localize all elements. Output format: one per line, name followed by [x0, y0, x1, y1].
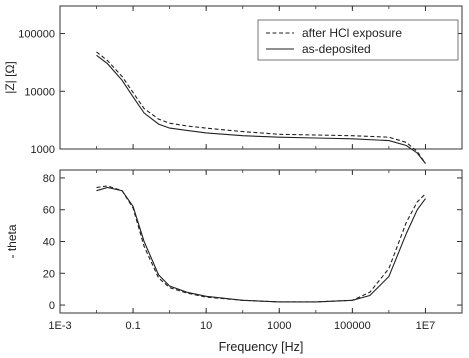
- series-line-solid: [97, 188, 426, 302]
- y-tick-label: 80: [42, 172, 55, 185]
- phase-panel: [5, 170, 462, 354]
- x-tick-label: 10: [200, 320, 213, 332]
- legend-label: as-deposited: [302, 42, 371, 56]
- x-axis-label: Frequency [Hz]: [218, 340, 304, 354]
- x-tick-label: 1E-3: [48, 320, 72, 332]
- y-tick-label: 20: [42, 268, 55, 281]
- y-tick-label: 60: [42, 204, 55, 217]
- y-tick-label: 40: [42, 236, 55, 249]
- series-line-dashed: [97, 52, 426, 164]
- x-tick-label: 100000: [334, 320, 371, 332]
- legend-label: after HCl exposure: [302, 26, 403, 40]
- y-tick-label: 10000: [24, 86, 55, 99]
- series-line-dashed: [97, 186, 426, 302]
- y-tick-label: 1000: [30, 144, 55, 156]
- y-axis-label: - theta: [5, 224, 19, 259]
- y-tick-label: 100000: [18, 28, 55, 41]
- series-line-solid: [97, 55, 426, 163]
- impedance-panel: [3, 6, 462, 164]
- x-tick-label: 0.1: [125, 320, 141, 332]
- x-tick-label: 1000: [267, 320, 292, 332]
- y-tick-label: 0: [48, 300, 55, 313]
- x-tick-label: 1E7: [415, 320, 436, 332]
- plot-frame: [60, 170, 462, 313]
- y-axis-label: |Z| [Ω]: [3, 61, 17, 94]
